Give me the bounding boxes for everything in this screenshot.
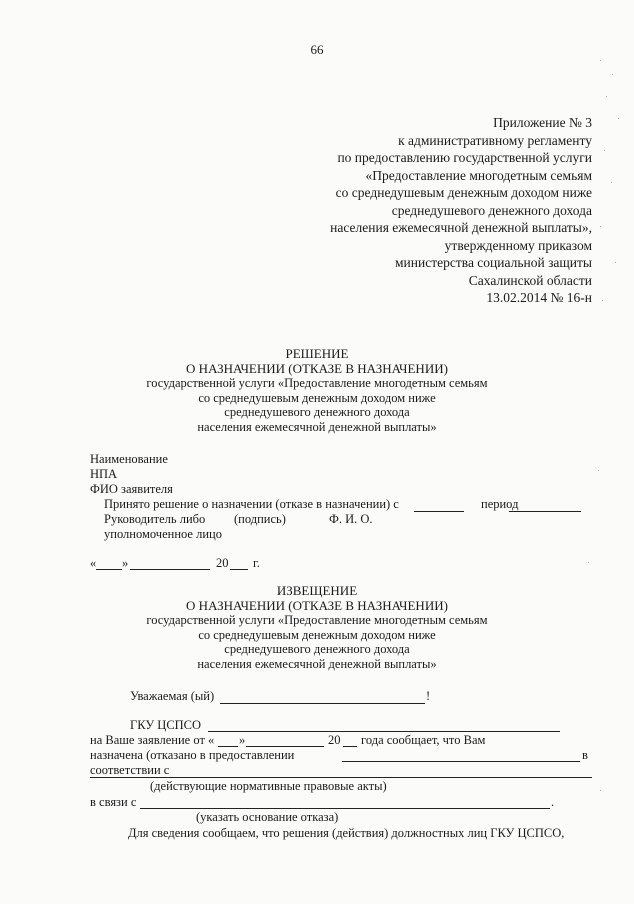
- greeting-name-line[interactable]: [220, 703, 425, 704]
- reason-dot: .: [551, 795, 555, 809]
- date-year-suffix: г.: [253, 556, 260, 570]
- annex-line: утвержденному приказом: [444, 237, 592, 253]
- annex-line: «Предоставление многодетным семьям: [365, 167, 592, 183]
- reason-line[interactable]: [140, 808, 550, 809]
- statement-day-line[interactable]: [218, 746, 238, 747]
- notice-line: О НАЗНАЧЕНИИ (ОТКАЗЕ В НАЗНАЧЕНИИ): [186, 597, 448, 613]
- notice-line: населения ежемесячной денежной выплаты»: [197, 656, 437, 671]
- acts-note: (действующие нормативные правовые акты): [150, 779, 387, 793]
- notice-title: ИЗВЕЩЕНИЕ: [276, 583, 358, 598]
- annex-line: со среднедушевым денежным доходом ниже: [335, 185, 592, 200]
- fio-label: Ф. И. О.: [329, 512, 373, 526]
- statement-month-line[interactable]: [246, 746, 324, 747]
- assigned-end: в: [582, 748, 588, 762]
- final-text: Для сведения сообщаем, что решения (действия) должностных лиц ГКУ ЦСПСО,: [128, 826, 565, 840]
- annex-line: населения ежемесячной денежной выплаты»,: [330, 220, 592, 235]
- statement-year: 20: [328, 733, 341, 747]
- statement-mid: »: [239, 733, 246, 747]
- statement-year-line[interactable]: [343, 746, 357, 747]
- agency-label: ГКУ ЦСПСО: [130, 718, 202, 732]
- annex-line: Сахалинской области: [468, 272, 592, 288]
- period-label: период: [481, 497, 519, 511]
- statement-end: года сообщает, что Вам: [361, 733, 486, 747]
- annex-line: Приложение № 3: [493, 115, 592, 130]
- period-line[interactable]: [509, 511, 581, 512]
- annex-line: 13.02.2014 № 16-н: [486, 290, 592, 305]
- annex-line: к административному регламенту: [398, 132, 592, 148]
- accordance-text: соответствии с: [90, 763, 170, 777]
- notice-line: государственной услуги «Предоставление многодетным семьям: [146, 613, 488, 627]
- signature-label: (подпись): [234, 512, 286, 526]
- date-day-line[interactable]: [96, 569, 122, 570]
- accepted-date-line[interactable]: [414, 511, 464, 512]
- decision-line: государственной услуги «Предоставление многодетным семьям: [146, 376, 488, 390]
- agency-line[interactable]: [208, 731, 560, 732]
- notice-line: со среднедушевым денежным доходом ниже: [198, 627, 436, 642]
- statement-from: на Ваше заявление от «: [90, 733, 215, 747]
- notice-line: среднедушевого денежного дохода: [224, 642, 410, 656]
- greeting-end: !: [426, 689, 431, 703]
- decision-line: со среднедушевым денежным доходом ниже: [198, 390, 436, 405]
- date-month-line[interactable]: [130, 569, 210, 570]
- decision-title: РЕШЕНИЕ: [285, 346, 349, 361]
- reason-prefix: в связи с: [90, 795, 137, 809]
- field-name-label: Наименование: [90, 452, 168, 466]
- decision-heading: [0, 347, 634, 434]
- greeting-label: Уважаемая (ый): [130, 689, 215, 703]
- authorized-label: уполномоченное лицо: [104, 527, 222, 541]
- reason-note: (указать основание отказа): [196, 810, 339, 824]
- field-npa-label: НПА: [90, 467, 118, 481]
- annex-line: министерства социальной защиты: [395, 255, 592, 270]
- assigned-line[interactable]: [342, 761, 580, 762]
- date-close-quote: »: [122, 556, 129, 570]
- decision-line: населения ежемесячной денежной выплаты»: [197, 419, 437, 434]
- field-fio-label: ФИО заявителя: [90, 482, 173, 496]
- accepted-text: Принято решение о назначении (отказе в назначении) с: [104, 497, 399, 511]
- decision-line: среднедушевого денежного дохода: [224, 405, 410, 419]
- acts-line[interactable]: [90, 777, 592, 778]
- decision-line: О НАЗНАЧЕНИИ (ОТКАЗЕ В НАЗНАЧЕНИИ): [186, 360, 448, 376]
- date-open-quote: «: [90, 556, 97, 570]
- assigned-text: назначена (отказано в предоставлении: [90, 748, 295, 762]
- annex-line: среднедушевого денежного дохода: [391, 202, 592, 218]
- annex-line: по предоставлению государственной услуги: [337, 150, 592, 165]
- head-label: Руководитель либо: [104, 512, 206, 526]
- page-number: 66: [310, 42, 324, 57]
- notice-heading: [0, 584, 634, 671]
- date-year-prefix: 20: [216, 556, 229, 570]
- date-year-line[interactable]: [230, 569, 248, 570]
- annex-header: [330, 114, 592, 307]
